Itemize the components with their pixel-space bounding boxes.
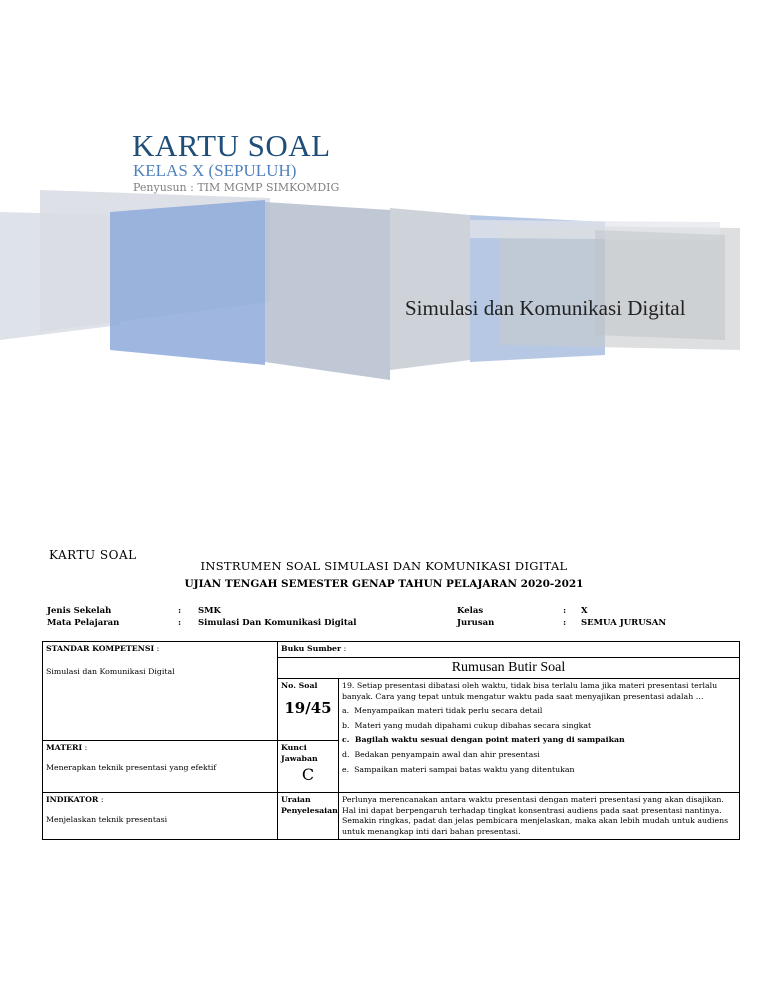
indikator-value: Menjelaskan teknik presentasi [46, 814, 168, 824]
sk-label: STANDAR KOMPETENSI [46, 644, 155, 653]
meta-jenis-value: SMK [198, 606, 221, 616]
cover-subject: Simulasi dan Komunikasi Digital [405, 296, 686, 320]
meta-jurusan-label: Jurusan [457, 618, 495, 628]
cover-author: Penyusun : TIM MGMP SIMKOMDIG [133, 181, 340, 194]
cover-banner-graphic [0, 190, 768, 380]
indikator-label: INDIKATOR [46, 795, 99, 805]
meta-kelas-value: X [581, 606, 588, 616]
buku-label: Buku Sumber [281, 644, 342, 653]
meta-colon: : [178, 618, 182, 628]
sk-cell: STANDAR KOMPETENSI : Simulasi dan Komunikasi Digital [43, 642, 278, 741]
option-a: a. Menyampaikan materi tidak perlu secara detail [342, 706, 543, 716]
meta-jurusan-value: SEMUA JURUSAN [581, 618, 667, 628]
kunci-label: Kunci Jawaban [281, 743, 318, 763]
nosoal-cell [278, 679, 339, 741]
sk-value: Simulasi dan Komunikasi Digital [46, 666, 175, 676]
meta-mapel-value: Simulasi Dan Komunikasi Digital [198, 618, 357, 628]
buku-sumber-cell: Buku Sumber : [278, 642, 740, 658]
indikator-cell: INDIKATOR : Menjelaskan teknik presentasi [43, 793, 278, 840]
question-text: 19. Setiap presentasi dibatasi oleh waktu, tidak bisa terlalu lama jika materi presentasi terlalu banyak. Cara yang tepat untuk mengatur waktu pada saat menyajikan presentasi adalah … [342, 681, 718, 701]
uraian-value: Perlunya merencanakan antara waktu presentasi dengan materi presentasi yang akan disajikan. Hal ini dapat berpengaruh terhadap tingkat konsentrasi audiens pada saat presentasi nantinya. Semakin ringkas, padat dan jelas pembicara menjelaskan, maka akan lebih mudah untuk audiens untuk menangkap inti dari bahan presentasi. [342, 795, 729, 836]
nosoal-label: No. Soal [281, 681, 318, 691]
option-c: c. Bagilah waktu sesuai dengan point materi yang di sampaikan [342, 735, 625, 745]
question-cell [339, 679, 740, 793]
cover-subtitle: KELAS X (SEPULUH) [133, 161, 297, 180]
meta-mapel-label: Mata Pelajaran [47, 618, 120, 628]
card-heading-1: INSTRUMEN SOAL SIMULASI DAN KOMUNIKASI DIGITAL [200, 559, 568, 573]
meta-kelas-label: Kelas [457, 606, 484, 616]
option-d: d. Bedakan penyampain awal dan ahir presentasi [342, 749, 540, 759]
uraian-label-cell [278, 793, 339, 840]
nosoal-value: 19/45 [284, 698, 332, 717]
materi-value: Menerapkan teknik presentasi yang efektif [46, 762, 217, 772]
kunci-value: C [301, 765, 315, 785]
option-b: b. Materi yang mudah dipahami cukup dibahas secara singkat [342, 720, 592, 730]
option-e: e. Sampaikan materi sampai batas waktu yang ditentukan [342, 764, 575, 774]
uraian-label: Uraian Penyelesaian [281, 795, 338, 815]
cover-title: KARTU SOAL [132, 128, 331, 163]
meta-colon: : [178, 606, 182, 616]
kunci-cell [278, 741, 339, 793]
meta-colon: : [563, 606, 567, 616]
card-label: KARTU SOAL [49, 548, 137, 562]
meta-jenis-label: Jenis Sekelah [47, 606, 112, 616]
rumusan-header: Rumusan Butir Soal [278, 657, 740, 679]
uraian-value-cell [339, 793, 740, 840]
meta-colon: : [563, 618, 567, 628]
materi-label: MATERI [46, 743, 83, 753]
card-heading-2: UJIAN TENGAH SEMESTER GENAP TAHUN PELAJARAN 2020-2021 [184, 578, 584, 590]
materi-cell: MATERI : Menerapkan teknik presentasi yang efektif [43, 741, 278, 793]
question-card-table [42, 641, 740, 840]
